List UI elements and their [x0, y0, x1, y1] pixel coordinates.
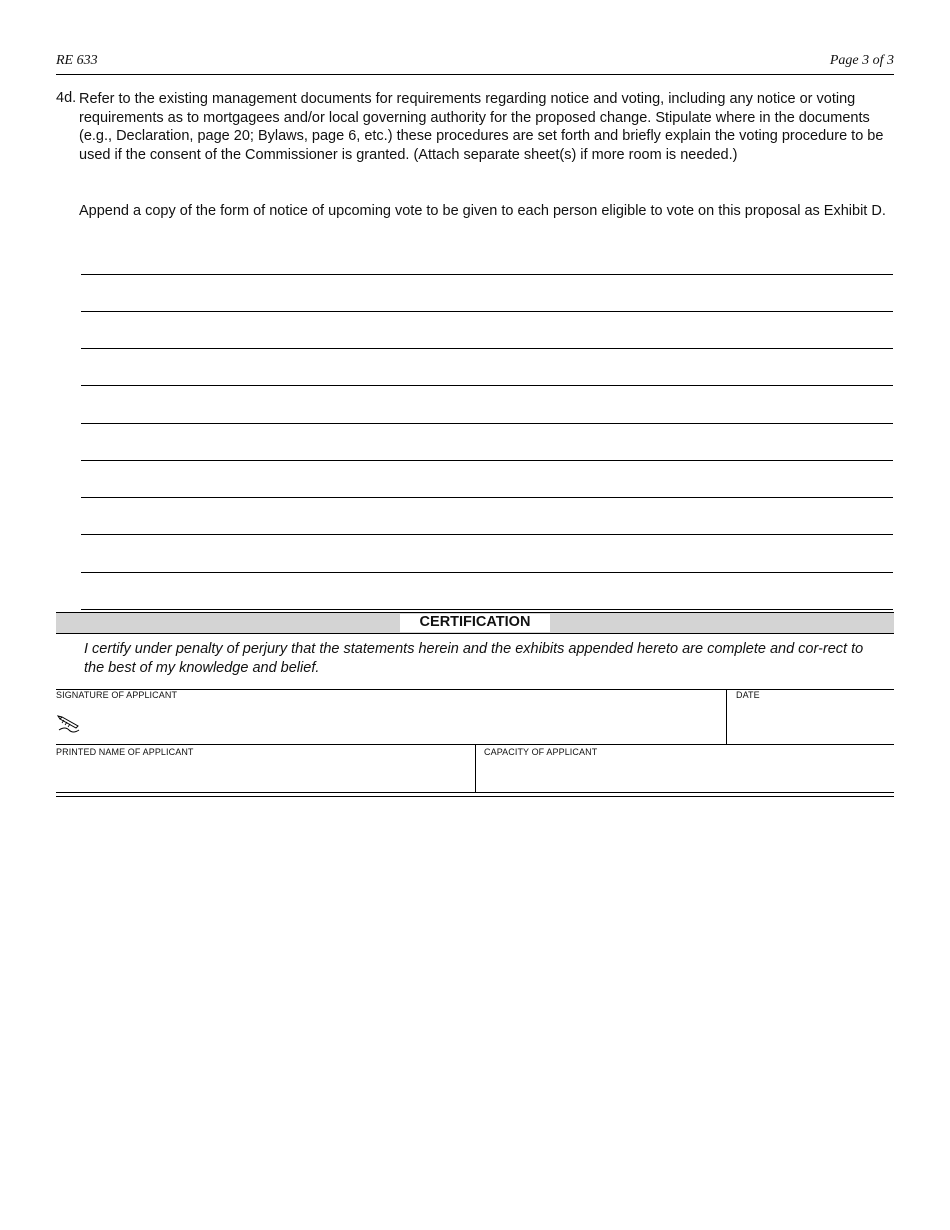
signature-label: SIGNATURE OF APPLICANT — [56, 690, 178, 700]
certification-title: CERTIFICATION — [400, 614, 550, 632]
question-text: Refer to the existing management documents for requirements regarding notice and voting, including any notice or voting requirements as to mortgagees and/or local governing authority for the proposed change. Stipulate where in the documents (e.g., Declaration, page 20; Bylaws, page 6, etc.) these procedures are set forth and briefly explain the voting procedure to be used if the consent of the Commissioner is granted. (Attach separate sheet(s) if more room is needed.) — [79, 91, 884, 163]
printed-name-label: PRINTED NAME OF APPLICANT — [56, 747, 194, 757]
answer-line[interactable] — [81, 534, 893, 535]
answer-line[interactable] — [81, 609, 893, 610]
answer-line[interactable] — [81, 385, 893, 386]
signature-pen-icon — [57, 713, 81, 733]
answer-line[interactable] — [81, 497, 893, 498]
page-header — [56, 52, 894, 75]
exhibit-instruction: Append a copy of the form of notice of upcoming vote to be given to each person eligible to vote on this proposal as Exhibit D. — [79, 203, 886, 219]
certification-statement: I certify under penalty of perjury that the statements herein and the exhibits appended hereto are complete and cor-rect to the best of my knowledge and belief. — [84, 641, 864, 676]
question-number: 4d. — [56, 90, 77, 106]
divider — [56, 796, 894, 797]
answer-line[interactable] — [81, 460, 893, 461]
answer-line[interactable] — [81, 348, 893, 349]
form-number: RE 633 — [56, 53, 98, 68]
answer-line[interactable] — [81, 423, 893, 424]
divider — [475, 744, 476, 792]
answer-line[interactable] — [81, 572, 893, 573]
divider — [56, 792, 894, 793]
page-number: Page 3 of 3 — [829, 53, 894, 68]
answer-line[interactable] — [81, 311, 893, 312]
divider — [56, 689, 894, 690]
divider — [726, 689, 727, 744]
capacity-label: CAPACITY OF APPLICANT — [484, 747, 598, 757]
answer-line[interactable] — [81, 274, 893, 275]
date-label: DATE — [736, 690, 760, 700]
